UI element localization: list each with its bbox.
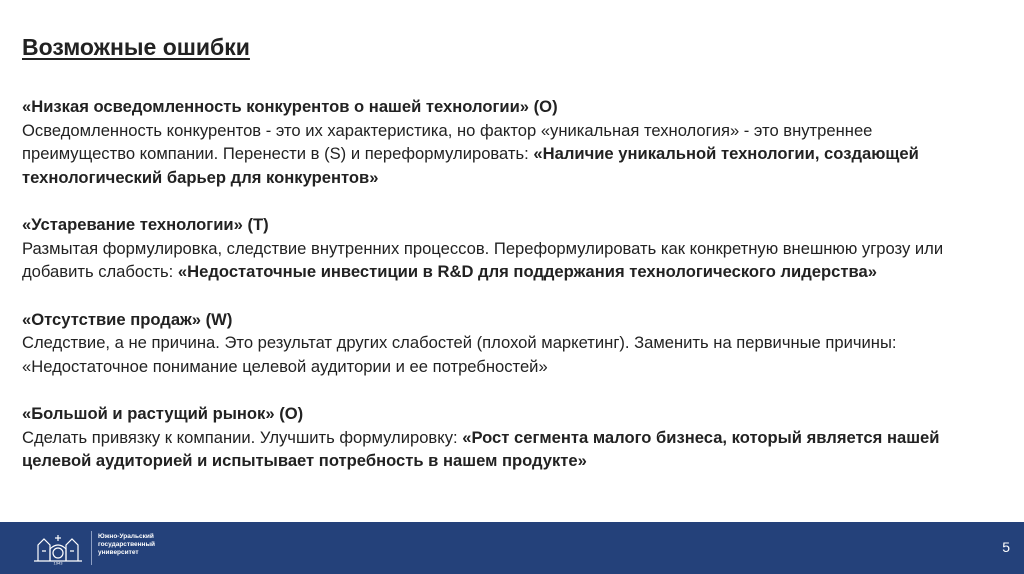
error-explanation xyxy=(22,237,982,284)
error-item xyxy=(22,95,982,189)
university-name-line: Южно-Уральский xyxy=(98,533,154,540)
explanation-text: Следствие, а не причина. Это результат других слабостей (плохой маркетинг). Заменить на первичные причины: «Недостаточное понимание целевой аудитории и ее потребностей» xyxy=(22,333,897,376)
error-explanation xyxy=(22,331,982,378)
error-item xyxy=(22,402,982,473)
error-heading: «Большой и растущий рынок» (O) xyxy=(22,404,304,423)
university-logo-icon xyxy=(28,531,88,565)
logo-divider xyxy=(91,531,92,565)
page-number: 5 xyxy=(1002,539,1010,555)
slide-content xyxy=(22,95,982,497)
university-name-line: государственный xyxy=(98,541,156,548)
error-heading: «Низкая осведомленность конкурентов о нашей технологии» (O) xyxy=(22,97,558,116)
explanation-text: Осведомленность конкурентов - это их характеристика, но фактор «уникальная технология» - это внутреннее преимущество компании. Перенести в (S) и переформулировать: xyxy=(22,120,873,163)
suggested-wording: «Наличие уникальной технологии, создающей технологический барьер для конкурентов» xyxy=(22,144,919,187)
error-item xyxy=(22,213,982,284)
logo-year: 1943 xyxy=(53,560,63,565)
university-name xyxy=(98,533,208,557)
suggested-wording: «Недостаточные инвестиции в R&D для поддержания технологического лидерства» xyxy=(177,262,877,281)
error-heading: «Устаревание технологии» (T) xyxy=(22,215,269,234)
error-heading: «Отсутствие продаж» (W) xyxy=(22,309,233,329)
slide-title: Возможные ошибки xyxy=(22,34,250,60)
explanation-text: Сделать привязку к компании. Улучшить формулировку: xyxy=(22,427,463,447)
explanation-text: Размытая формулировка, следствие внутренних процессов. Переформулировать как конкретную внешнюю угрозу или добавить слабость: xyxy=(22,238,944,281)
error-explanation xyxy=(22,119,982,190)
suggested-wording: «Рост сегмента малого бизнеса, который является нашей целевой аудиторией и испытывает потребность в нашем продукте» xyxy=(22,427,940,470)
error-item xyxy=(22,308,982,379)
error-explanation xyxy=(22,426,982,473)
university-name-line: университет xyxy=(98,549,139,556)
footer-bar xyxy=(0,522,1024,574)
